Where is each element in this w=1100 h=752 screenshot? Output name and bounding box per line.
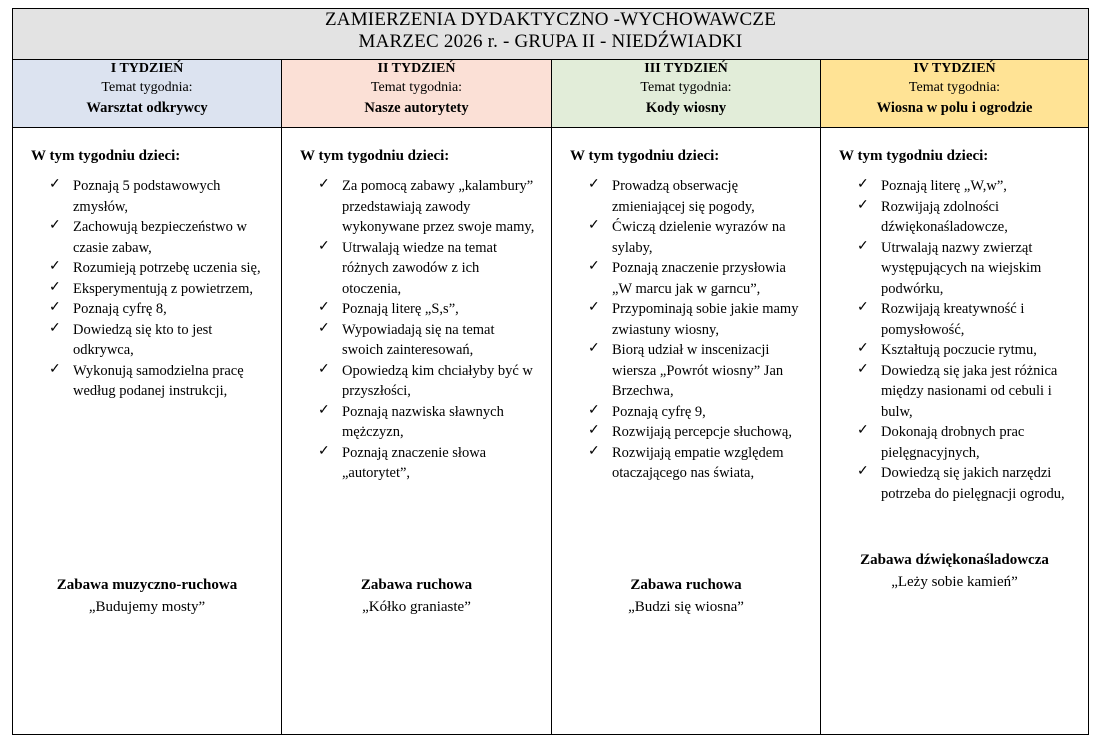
goal-item [857, 361, 1076, 423]
goal-item [49, 361, 269, 402]
goal-item [857, 340, 1076, 361]
goal-item [318, 238, 539, 300]
goal-text: Poznają nazwiska sławnych mężczyzn, [342, 403, 504, 440]
goal-item [588, 258, 808, 299]
checkmark-icon: ✓ [318, 402, 330, 418]
goal-item [857, 238, 1076, 300]
checkmark-icon: ✓ [588, 341, 600, 356]
week-number-label: II TYDZIEŃ [377, 61, 456, 77]
goal-item [49, 299, 269, 320]
checkmark-icon: ✓ [49, 300, 61, 315]
goal-item [588, 217, 808, 258]
checkmark-icon: ✓ [49, 279, 61, 295]
goal-item [857, 299, 1076, 340]
goal-item [588, 402, 808, 423]
goal-text: Dowiedzą się jaka jest różnica między nasionami od cebuli i bulw, [881, 362, 1058, 420]
checkmark-icon: ✓ [588, 300, 600, 315]
goal-item [49, 217, 269, 258]
goal-text: Zachowują bezpieczeństwo w czasie zabaw, [73, 219, 247, 256]
checkmark-icon: ✓ [857, 238, 869, 254]
goal-text: Poznają cyfrę 9, [612, 403, 706, 420]
zabawa-title: Zabawa muzyczno-ruchowa [56, 577, 238, 593]
goal-item [857, 463, 1076, 504]
checkmark-icon: ✓ [318, 361, 330, 377]
checkmark-icon: ✓ [318, 443, 330, 459]
goal-text: Poznają literę „S,s”, [342, 301, 459, 317]
week-body-cell-2 [282, 128, 552, 735]
goal-item [588, 299, 808, 340]
week-content [821, 128, 1088, 734]
week-header-cell-1 [13, 60, 282, 128]
week-header-row [13, 60, 1089, 128]
week-content [13, 128, 281, 734]
week-number-label: IV TYDZIEŃ [913, 61, 996, 77]
zabawa-title: Zabawa ruchowa [360, 577, 473, 593]
goal-item [318, 361, 539, 402]
goal-item [318, 402, 539, 443]
goal-item [49, 176, 269, 217]
goal-text: Rozwijają empatie względem otaczającego nas świata, [612, 444, 784, 481]
zabawa-block [829, 550, 1080, 593]
checkmark-icon: ✓ [588, 177, 600, 192]
goal-item [318, 299, 539, 320]
checkmark-icon: ✓ [857, 464, 869, 479]
goal-text: Dowiedzą się jakich narzędzi potrzeba do pielęgnacji ogrodu, [881, 465, 1065, 502]
week-intro-label: W tym tygodniu dzieci: [570, 148, 720, 164]
week-content [552, 128, 820, 734]
zabawa-name: „Budujemy mosty” [88, 599, 206, 615]
zabawa-block [290, 575, 543, 618]
week-header-cell-2 [282, 60, 552, 128]
goal-text: Poznają znaczenie słowa „autorytet”, [342, 444, 487, 481]
goal-text: Za pomocą zabawy „kalambury” przedstawiają zawody wykonywane przez swoje mamy, [342, 178, 535, 235]
checkmark-icon: ✓ [588, 218, 600, 233]
week-intro-label: W tym tygodniu dzieci: [31, 148, 181, 164]
week-intro-label: W tym tygodniu dzieci: [839, 148, 989, 164]
goal-text: Prowadzą obserwację zmieniającej się pogody, [612, 178, 755, 215]
week-topic-label: Temat tygodnia: [101, 80, 193, 96]
week-topic-label: Temat tygodnia: [640, 80, 732, 96]
week-number-label: III TYDZIEŃ [644, 61, 728, 77]
goal-text: Ćwiczą dzielenie wyrazów na sylaby, [612, 219, 786, 256]
goal-item [318, 320, 539, 361]
week-body-row [13, 128, 1089, 735]
checkmark-icon: ✓ [588, 259, 600, 274]
checkmark-icon: ✓ [49, 259, 61, 274]
goal-item [857, 422, 1076, 463]
zabawa-block [560, 575, 812, 618]
checkmark-icon: ✓ [588, 402, 600, 418]
checkmark-icon: ✓ [49, 177, 61, 192]
checkmark-icon: ✓ [318, 320, 330, 336]
checkmark-icon: ✓ [318, 177, 330, 192]
goal-item [49, 320, 269, 361]
goal-item [588, 422, 808, 443]
week-topic-value: Wiosna w polu i ogrodzie [876, 100, 1033, 117]
zabawa-block [21, 575, 273, 618]
goal-text: Opowiedzą kim chciałyby być w przyszłości, [342, 362, 533, 399]
goal-item [318, 176, 539, 238]
checkmark-icon: ✓ [588, 443, 600, 459]
week-content [282, 128, 551, 734]
goal-text: Biorą udział w inscenizacji wiersza „Powrót wiosny” Jan Brzechwa, [612, 342, 784, 399]
document-title-line-1: ZAMIERZENIA DYDAKTYCZNO -WYCHOWAWCZE [324, 9, 777, 30]
goal-list [562, 176, 810, 484]
goal-text: Poznają literę „W,w”, [881, 178, 1007, 194]
checkmark-icon: ✓ [588, 423, 600, 438]
goal-text: Rozumieją potrzebę uczenia się, [73, 260, 261, 276]
week-body-cell-3 [552, 128, 821, 735]
goal-item [588, 340, 808, 402]
checkmark-icon: ✓ [49, 320, 61, 336]
goal-list [23, 176, 271, 402]
checkmark-icon: ✓ [318, 238, 330, 254]
goal-item [857, 197, 1076, 238]
goal-text: Utrwalają nazwy zwierząt występujących na wiejskim podwórku, [881, 239, 1042, 297]
goal-text: Dowiedzą się kto to jest odkrywca, [73, 321, 213, 358]
zabawa-title: Zabawa dźwiękonaśladowcza [860, 552, 1049, 568]
checkmark-icon: ✓ [49, 218, 61, 233]
checkmark-icon: ✓ [857, 361, 869, 377]
goal-text: Dokonają drobnych prac pielęgnacyjnych, [881, 424, 1025, 461]
checkmark-icon: ✓ [857, 177, 869, 192]
checkmark-icon: ✓ [857, 197, 869, 213]
goal-list [292, 176, 541, 484]
goal-list [831, 176, 1078, 504]
checkmark-icon: ✓ [49, 361, 61, 377]
goal-item [49, 279, 269, 300]
checkmark-icon: ✓ [857, 423, 869, 438]
week-header-cell-4 [821, 60, 1089, 128]
checkmark-icon: ✓ [857, 300, 869, 315]
goal-text: Utrwalają wiedze na temat różnych zawodów z ich otoczenia, [342, 239, 497, 297]
zabawa-name: „Budzi się wiosna” [628, 599, 744, 615]
goal-text: Przypominają sobie jakie mamy zwiastuny wiosny, [612, 301, 799, 338]
week-topic-value: Nasze autorytety [364, 100, 469, 117]
goal-text: Poznają znaczenie przysłowia „W marcu jak w garncu”, [612, 260, 786, 297]
goal-text: Rozwijają kreatywność i pomysłowość, [881, 301, 1025, 338]
goal-text: Rozwijają percepcje słuchową, [612, 424, 792, 440]
goal-text: Rozwijają zdolności dźwiękonaśladowcze, [881, 198, 1008, 235]
title-row [13, 9, 1089, 60]
goal-text: Wykonują samodzielna pracę według podanej instrukcji, [73, 362, 244, 399]
goal-item [588, 176, 808, 217]
week-topic-label: Temat tygodnia: [370, 80, 463, 96]
week-number-label: I TYDZIEŃ [110, 61, 184, 77]
zabawa-name: „Leży sobie kamień” [891, 574, 1018, 590]
document-title-cell [13, 9, 1089, 60]
goal-text: Kształtują poczucie rytmu, [881, 342, 1037, 358]
goal-text: Poznają cyfrę 8, [73, 301, 167, 317]
week-intro-label: W tym tygodniu dzieci: [300, 148, 450, 164]
weekly-plan-table [12, 8, 1089, 735]
week-topic-value: Kody wiosny [645, 100, 727, 117]
zabawa-title: Zabawa ruchowa [630, 577, 742, 593]
goal-item [857, 176, 1076, 197]
week-body-cell-4 [821, 128, 1089, 735]
zabawa-name: „Kółko graniaste” [362, 599, 471, 615]
checkmark-icon: ✓ [857, 341, 869, 356]
goal-text: Poznają 5 podstawowych zmysłów, [73, 178, 221, 215]
goal-text: Eksperymentują z powietrzem, [73, 280, 253, 297]
goal-text: Wypowiadają się na temat swoich zainteresowań, [342, 321, 495, 358]
goal-item [318, 443, 539, 484]
document-title-line-2: MARZEC 2026 r. - GRUPA II - NIEDŹWIADKI [358, 31, 743, 52]
week-body-cell-1 [13, 128, 282, 735]
checkmark-icon: ✓ [318, 300, 330, 315]
week-topic-label: Temat tygodnia: [908, 80, 1001, 96]
week-header-cell-3 [552, 60, 821, 128]
goal-item [49, 258, 269, 279]
week-topic-value: Warsztat odkrywcy [86, 100, 208, 117]
goal-item [588, 443, 808, 484]
